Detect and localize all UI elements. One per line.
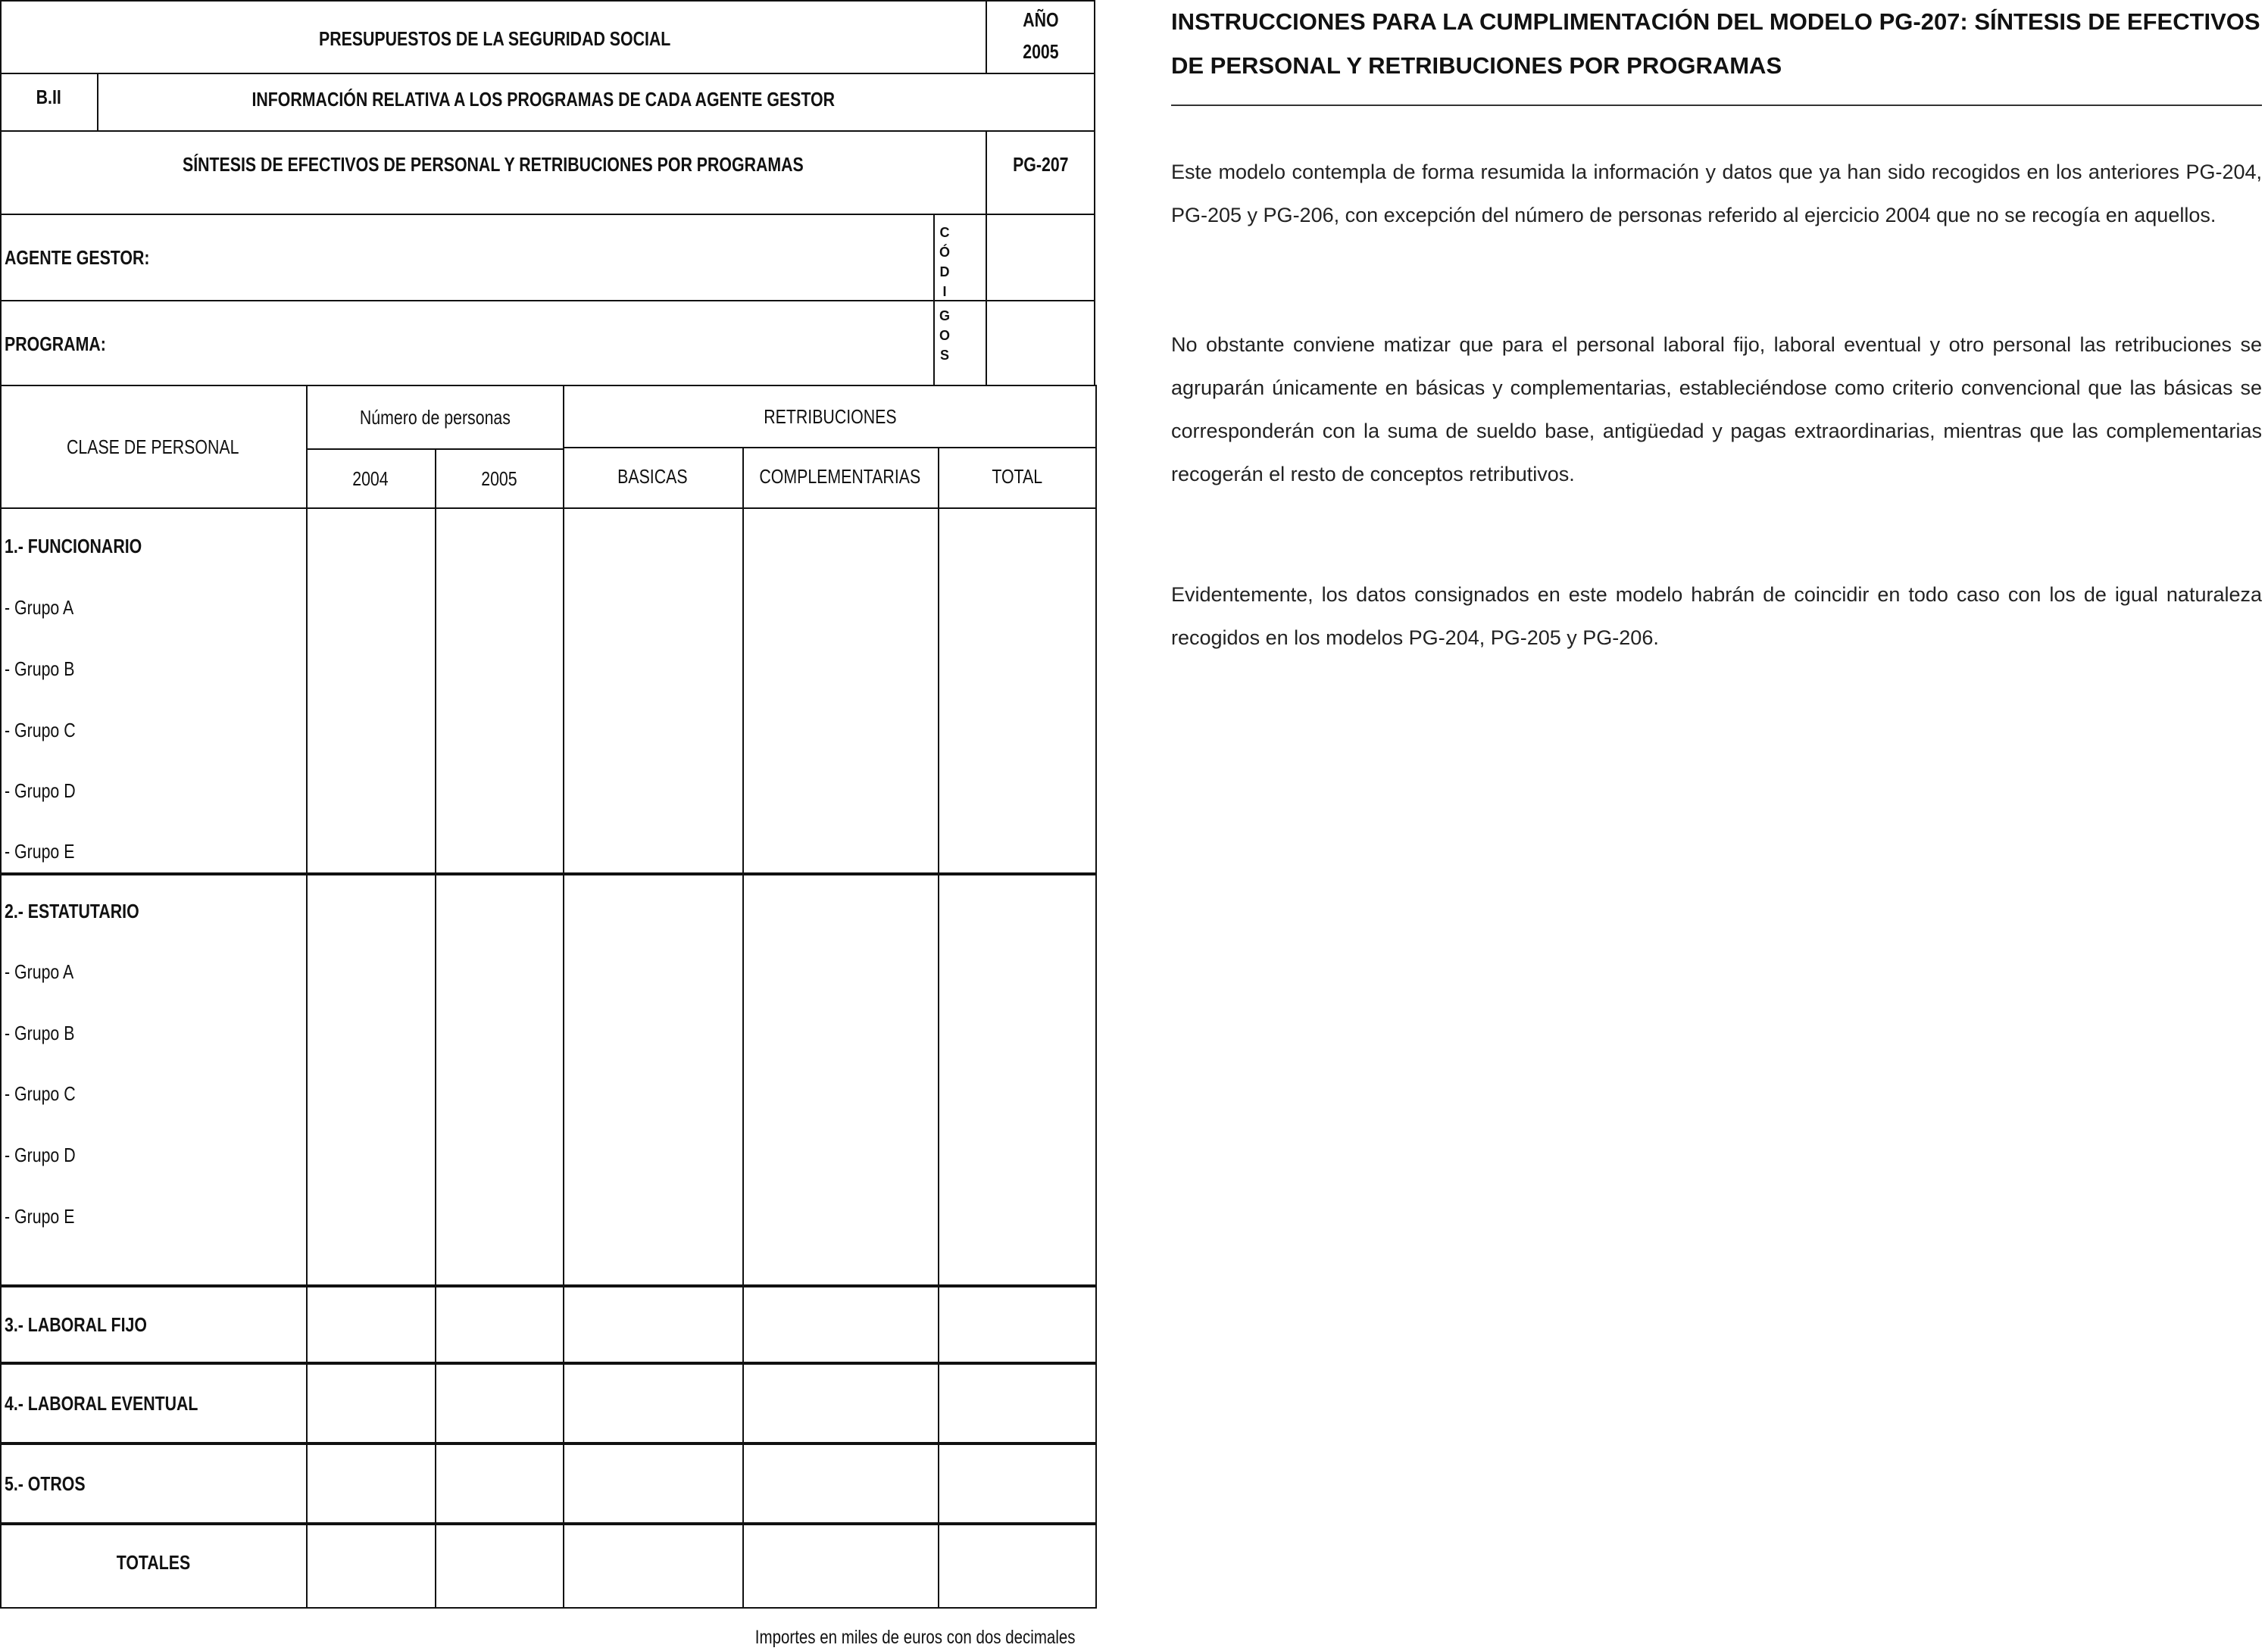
instructions-paragraph: Este modelo contempla de forma resumida la información y datos que ya han sido recogidos en los anteriores PG-204, PG-205 y PG-206, con excepción del número de personas referido al ejercicio 2004 que no se recogía en aquellos. <box>1171 161 2262 226</box>
agent-code-field[interactable] <box>987 215 1094 298</box>
row-label-funcionario: 1.- FUNCIONARIO <box>5 534 142 557</box>
row-label-grupo-c: - Grupo C <box>5 718 76 741</box>
row-label-grupo-d: - Grupo D <box>5 779 76 802</box>
row-label-laboral-eventual: 4.- LABORAL EVENTUAL <box>5 1391 198 1415</box>
model-code: PG-207 <box>1012 152 1069 176</box>
instructions-title: INSTRUCCIONES PARA LA CUMPLIMENTACIÓN DEL MODELO PG-207: SÍNTESIS DE EFECTIVOS DE PERSONAL Y RETRIBUCIONES POR PROGRAMAS <box>1171 8 2260 79</box>
col-header-2004: 2004 <box>352 467 389 490</box>
col-header-complementarias: COMPLEMENTARIAS <box>759 464 921 488</box>
instructions-paragraph: Evidentemente, los datos consignados en este modelo habrán de coincidir en todo caso con los de igual naturaleza recogidos en los modelos PG-204, PG-205 y PG-206. <box>1171 583 2262 649</box>
codes-letter: S <box>939 348 949 363</box>
row-label-grupo-a: - Grupo A <box>5 960 74 983</box>
personnel-table <box>0 385 1097 1609</box>
col-header-total: TOTAL <box>992 464 1043 488</box>
year-box <box>986 0 1095 74</box>
col-header-retrib: RETRIBUCIONES <box>763 404 897 428</box>
row-label-grupo-e: - Grupo E <box>5 1204 75 1228</box>
col-header-2005: 2005 <box>481 467 517 490</box>
col-header-class: CLASE DE PERSONAL <box>67 435 239 458</box>
row-label-otros: 5.- OTROS <box>5 1472 86 1495</box>
agent-label: AGENTE GESTOR: <box>5 245 150 269</box>
row-label-estatutario: 2.- ESTATUTARIO <box>5 899 139 922</box>
codes-letter: D <box>939 264 950 279</box>
title-divider <box>1171 105 2262 106</box>
row-label-grupo-a: - Grupo A <box>5 595 74 619</box>
section-title: INFORMACIÓN RELATIVA A LOS PROGRAMAS DE CADA AGENTE GESTOR <box>251 87 836 111</box>
instructions-paragraph: No obstante conviene matizar que para el personal laboral fijo, laboral eventual y otro personal las retribuciones se agruparán únicamente en básicas y complementarias, estableciéndose como criterio convencional que las básicas se corresponderán con la suma de sueldo base, antigüedad y pagas extraordinarias, mientras que las complementarias recogerán el resto de conceptos retributivos. <box>1171 333 2262 485</box>
row-label-grupo-d: - Grupo D <box>5 1143 76 1166</box>
col-header-basicas: BASICAS <box>617 464 688 488</box>
section-code: B.II <box>36 85 61 108</box>
model-title: SÍNTESIS DE EFECTIVOS DE PERSONAL Y RETRIBUCIONES POR PROGRAMAS <box>182 152 804 176</box>
codes-letter: I <box>942 284 947 299</box>
row-label-laboral-fijo: 3.- LABORAL FIJO <box>5 1312 147 1336</box>
row-label-grupo-b: - Grupo B <box>5 657 75 680</box>
header-title-box <box>0 0 987 74</box>
codes-letter: O <box>939 328 950 343</box>
year-label: AÑO <box>1022 8 1059 31</box>
codes-letter: C <box>939 225 950 240</box>
codes-letter: G <box>939 308 950 323</box>
program-code-field[interactable] <box>987 301 1094 385</box>
program-label: PROGRAMA: <box>5 332 106 355</box>
row-label-totales: TOTALES <box>116 1550 190 1574</box>
col-header-num-persons: Número de personas <box>359 405 511 429</box>
row-label-grupo-e: - Grupo E <box>5 839 75 863</box>
row-label-grupo-b: - Grupo B <box>5 1021 75 1044</box>
codes-letter: Ó <box>939 245 950 260</box>
row-label-grupo-c: - Grupo C <box>5 1081 76 1105</box>
year-value: 2005 <box>1022 39 1059 63</box>
header-title: PRESUPUESTOS DE LA SEGURIDAD SOCIAL <box>319 27 671 50</box>
footnote: Importes en miles de euros con dos decimales <box>755 1626 1076 1648</box>
